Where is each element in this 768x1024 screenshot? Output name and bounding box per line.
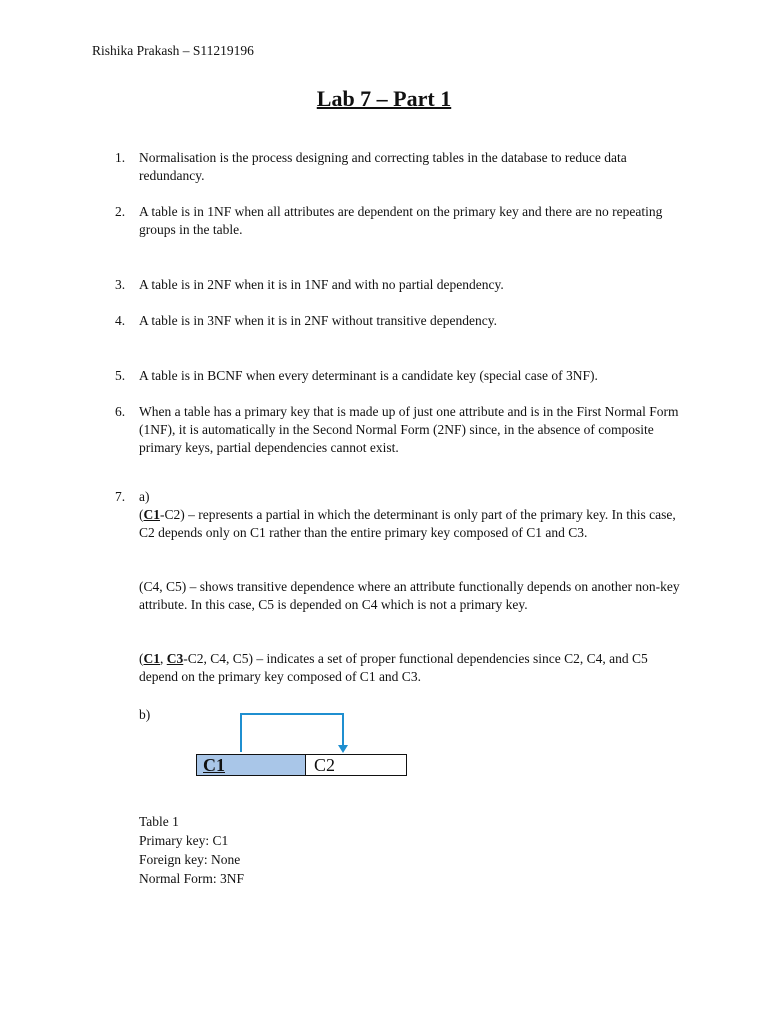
item-number: 4.: [115, 313, 126, 328]
paragraph-text: – represents a partial in which the determinant is only part of the primary key. In this case, C2 depends only on C1 rather than the entire primary key composed of C1 and C3.: [139, 507, 676, 540]
item-number: 7.: [115, 489, 126, 504]
item-number: 6.: [115, 404, 126, 419]
item-text: A table is in 1NF when all attributes are dependent on the primary key and there are no repeating groups in the table.: [139, 204, 663, 237]
key-c1: C1: [143, 651, 160, 666]
item-text: A table is in 2NF when it is in 1NF and with no partial dependency.: [139, 277, 504, 292]
item-text: When a table has a primary key that is made up of just one attribute and is in the First Normal Form (1NF), it is automatically in the Second Normal Form (2NF) since, in the absence of composite primary keys, partial dependencies cannot exist.: [139, 404, 679, 455]
item-number: 5.: [115, 368, 126, 383]
paragraph-text: -C2, C4, C5) – indicates a set of proper functional dependencies since C2, C4, and C5 depend on the primary key composed of C1 and C3.: [139, 651, 648, 684]
table-cell-c2: C2: [305, 754, 407, 776]
normal-form-line: Normal Form: 3NF: [139, 871, 245, 886]
dependency-tail: -C2): [160, 507, 185, 522]
item-text: A table is in BCNF when every determinant is a candidate key (special case of 3NF).: [139, 368, 598, 383]
table-cell-c1: C1: [196, 754, 306, 776]
q7-part-b-label: b): [139, 707, 151, 722]
table-name: Table 1: [139, 814, 179, 829]
page-title: Lab 7 – Part 1: [316, 86, 452, 111]
item-text: A table is in 3NF when it is in 2NF without transitive dependency.: [139, 313, 497, 328]
item-text: a): [139, 489, 150, 504]
table-info: [139, 812, 244, 888]
item-number: 2.: [115, 204, 126, 219]
item-number: 1.: [115, 150, 126, 165]
author-line: Rishika Prakash – S11219196: [92, 43, 254, 58]
foreign-key-line: Foreign key: None: [139, 852, 241, 867]
key-c1: C1: [143, 507, 160, 522]
item-number: 3.: [115, 277, 126, 292]
primary-key-line: Primary key: C1: [139, 833, 229, 848]
paren-open: (: [139, 651, 144, 666]
paragraph-text: (C4, C5) – shows transitive dependence where an attribute functionally depends on another non-key attribute. In this case, C5 is depended on C4 which is not a primary key.: [139, 579, 680, 612]
key-separator: ,: [160, 651, 167, 666]
item-text: Normalisation is the process designing and correcting tables in the database to reduce data redundancy.: [139, 150, 627, 183]
key-c3: C3: [166, 651, 184, 666]
paren-open: (: [139, 507, 144, 522]
